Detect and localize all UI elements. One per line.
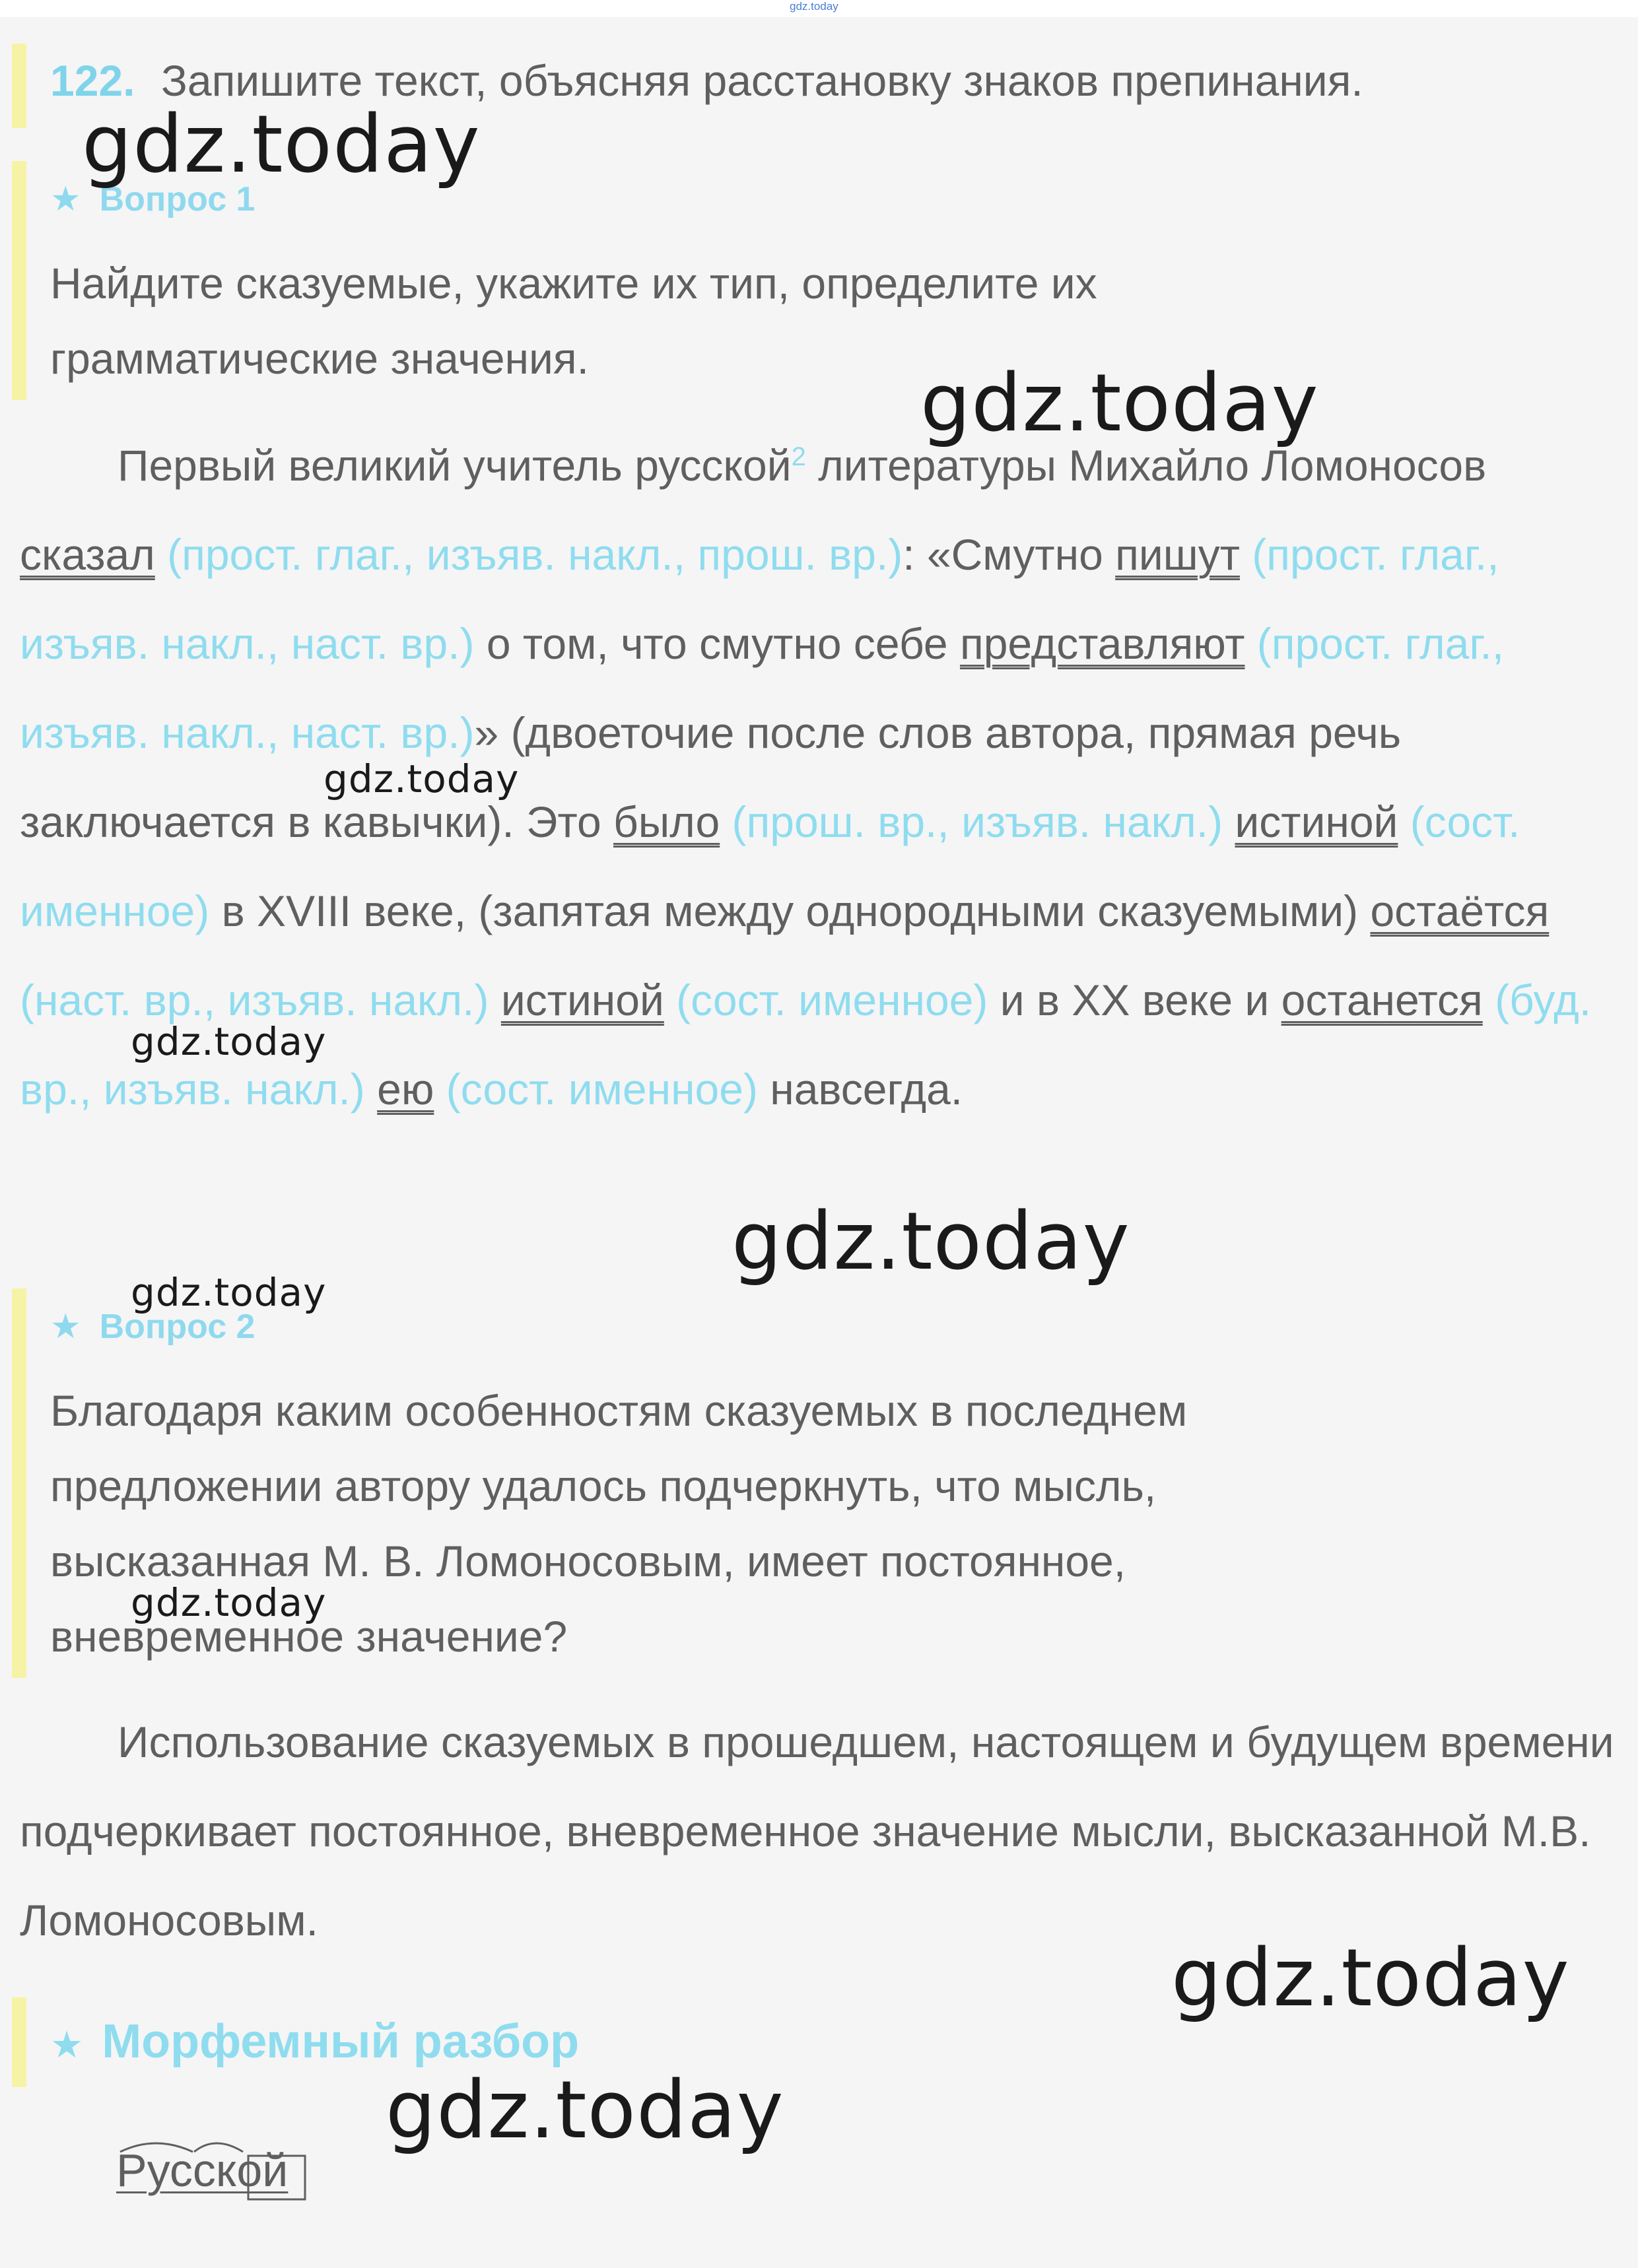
predicate: представляют (959, 619, 1245, 668)
predicate-annotation: (прост. глаг., изъяв. накл., наст. вр.) (20, 619, 1505, 757)
top-strip (0, 0, 1638, 17)
star-icon: ★ (50, 1308, 81, 1346)
question2-line: Благодаря каким особенностям сказуемых в последнем (50, 1386, 1188, 1435)
question2-line: вневременное значение? (50, 1612, 568, 1661)
watermark: gdz.today (732, 1196, 1130, 1288)
question2-title-text: Вопрос 2 (99, 1308, 256, 1346)
watermark: gdz.today (920, 358, 1319, 450)
morpheme-analysis (116, 2127, 380, 2206)
predicate-annotation: (прош. вр., изъяв. накл.) (720, 797, 1223, 846)
predicate: было (613, 797, 720, 846)
star-icon: ★ (50, 180, 81, 218)
answer-text (489, 976, 501, 1024)
watermark: gdz.today (131, 1019, 327, 1064)
watermark: gdz.today (82, 99, 481, 191)
morph-title-text: Морфемный разбор (102, 2015, 580, 2068)
answer-text (365, 1065, 377, 1114)
answer-text: Первый великий учитель русской (118, 441, 792, 490)
predicate-annotation: (сост. именное) (434, 1065, 758, 1114)
predicate: остаётся (1370, 886, 1550, 935)
predicate: останется (1281, 976, 1483, 1024)
predicate: пишут (1115, 530, 1240, 579)
morph-marker-bar (12, 1997, 26, 2087)
question1-line: Найдите сказуемые, укажите их тип, определите их (50, 259, 1097, 308)
predicate: ею (377, 1065, 434, 1114)
answer-text: навсегда. (757, 1065, 963, 1114)
predicate: сказал (20, 530, 155, 579)
question2-line: высказанная М. В. Ломоносовым, имеет постоянное, (50, 1537, 1126, 1585)
watermark: gdz.today (1171, 1933, 1570, 2024)
task-marker-bar (12, 44, 26, 128)
morph-word: Русской (116, 2145, 289, 2196)
predicate-annotation: (сост. именное) (20, 797, 1520, 935)
task-text: Запишите текст, объясняя расстановку знаков препинания. (161, 56, 1363, 105)
watermark: gdz.today (386, 2065, 784, 2156)
task-number: 122. (50, 56, 135, 105)
predicate-annotation: (прост. глаг., изъяв. накл., прош. вр.) (154, 530, 903, 579)
answer-text: : «Смутно (903, 530, 1116, 579)
watermark: gdz.today (324, 756, 520, 801)
predicate-annotation: (сост. именное) (664, 976, 988, 1024)
predicate: истиной (500, 976, 664, 1024)
question1-line: грамматические значения. (50, 334, 589, 383)
watermark: gdz.today (131, 1580, 327, 1625)
question1-marker-bar (12, 161, 26, 400)
predicate-annotation: (буд. вр., изъяв. накл.) (20, 976, 1592, 1114)
watermark: gdz.today (131, 1270, 327, 1315)
question1-text (50, 246, 1569, 396)
predicate-annotation: (прост. глаг., изъяв. накл., наст. вр.) (20, 530, 1499, 668)
question2-marker-bar (12, 1288, 26, 1678)
top-watermark: gdz.today (790, 0, 838, 13)
answer-text: о том, что смутно себе (474, 619, 960, 668)
answer2-paragraph: Использование сказуемых в прошедшем, настоящем и будущем времени подчеркивает постоянное, вневременное значение мысли, высказанной М.В. Ломоносовым. (20, 1718, 1614, 1945)
star-icon: ★ (50, 2024, 84, 2065)
answer-text (1223, 797, 1235, 846)
question2-text (50, 1373, 1569, 1674)
answer-text: и в XX веке и (988, 976, 1281, 1024)
answer-text: в XVIII веке, (запятая между однородными сказуемыми) (209, 886, 1371, 935)
predicate: истиной (1235, 797, 1398, 846)
footnote-marker: 2 (791, 442, 806, 471)
morph-title (50, 2015, 579, 2069)
question1-title-text: Вопрос 1 (99, 180, 256, 218)
predicate-annotation: (наст. вр., изъяв. накл.) (20, 976, 489, 1024)
answer-text: » (двоеточие после слов автора, прямая речь заключается в кавычки). Это (20, 708, 1402, 846)
question2-line: предложении автору удалось подчеркнуть, что мысль, (50, 1461, 1157, 1510)
answer-text: литературы Михайло Ломоносов (805, 441, 1487, 490)
